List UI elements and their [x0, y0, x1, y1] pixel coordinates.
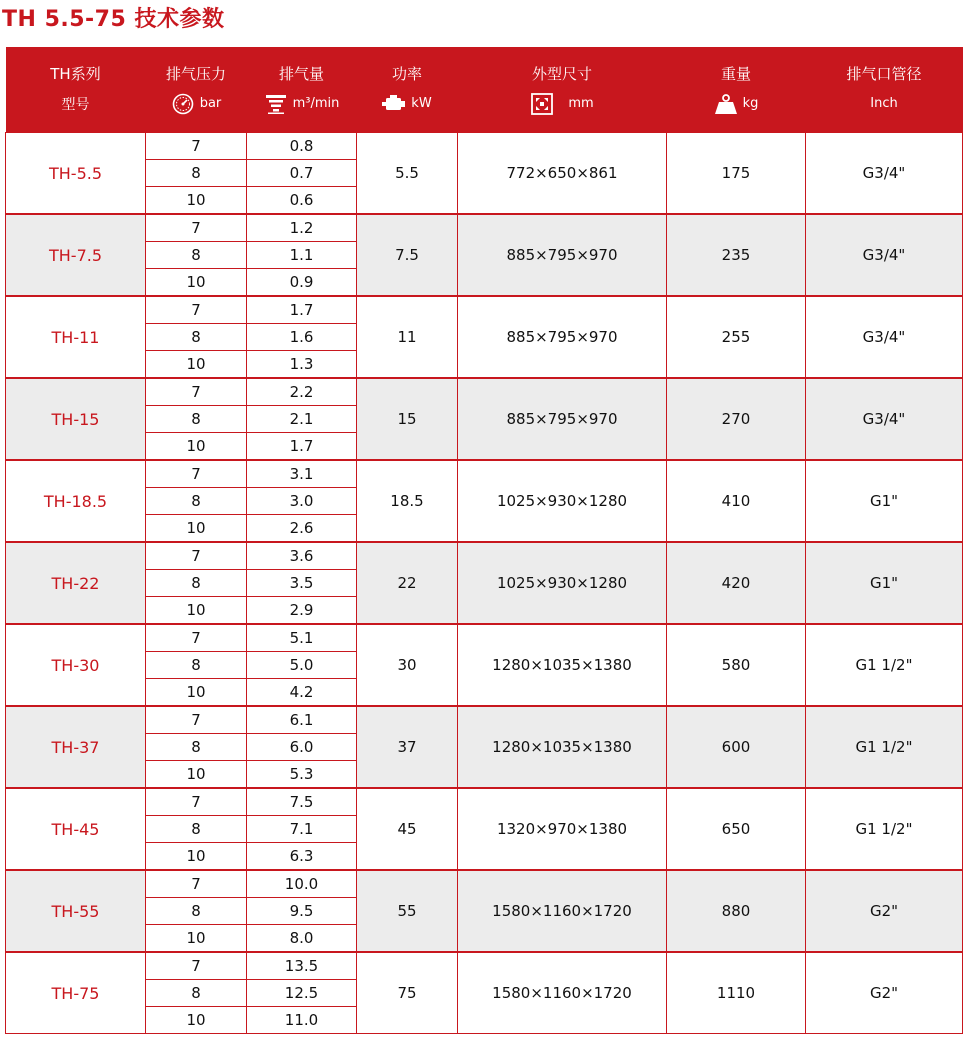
flow-cell: 1.3	[247, 351, 357, 379]
outlet-cell: G3/4"	[806, 378, 963, 460]
pressure-cell: 8	[146, 734, 247, 761]
flow-cell: 6.3	[247, 843, 357, 871]
weight-cell: 420	[667, 542, 806, 624]
pressure-cell: 10	[146, 1007, 247, 1034]
flow-cell: 5.1	[247, 624, 357, 652]
power-cell: 37	[357, 706, 458, 788]
flow-cell: 1.6	[247, 324, 357, 351]
motor-icon	[382, 93, 406, 115]
header-weight: 重量 kg	[667, 47, 806, 133]
gauge-icon	[171, 93, 195, 115]
model-cell: TH-5.5	[6, 133, 146, 215]
pressure-cell: 10	[146, 187, 247, 215]
pressure-cell: 10	[146, 515, 247, 543]
pressure-cell: 10	[146, 925, 247, 953]
pressure-cell: 7	[146, 133, 247, 160]
pressure-cell: 7	[146, 542, 247, 570]
model-cell: TH-37	[6, 706, 146, 788]
flow-cell: 1.2	[247, 214, 357, 242]
weight-cell: 1110	[667, 952, 806, 1034]
pressure-cell: 7	[146, 870, 247, 898]
model-cell: TH-75	[6, 952, 146, 1034]
dimensions-icon	[530, 93, 554, 115]
header-dimensions: 外型尺寸 mm	[458, 47, 667, 133]
flow-cell: 7.1	[247, 816, 357, 843]
flow-cell: 1.1	[247, 242, 357, 269]
weight-cell: 255	[667, 296, 806, 378]
page-title: TH 5.5-75 技术参数	[2, 7, 225, 32]
model-cell: TH-11	[6, 296, 146, 378]
flow-cell: 0.8	[247, 133, 357, 160]
spec-table	[5, 47, 963, 1034]
table-row	[6, 542, 963, 570]
pressure-cell: 7	[146, 952, 247, 980]
flow-cell: 1.7	[247, 433, 357, 461]
dimensions-cell: 1025×930×1280	[458, 542, 667, 624]
flow-cell: 0.7	[247, 160, 357, 187]
flow-cell: 3.1	[247, 460, 357, 488]
flow-icon	[264, 93, 288, 115]
flow-cell: 11.0	[247, 1007, 357, 1034]
weight-cell: 235	[667, 214, 806, 296]
dimensions-cell: 885×795×970	[458, 214, 667, 296]
outlet-cell: G1 1/2"	[806, 706, 963, 788]
flow-cell: 0.6	[247, 187, 357, 215]
flow-cell: 5.3	[247, 761, 357, 789]
header-outlet: 排气口管径 Inch	[806, 47, 963, 133]
flow-cell: 5.0	[247, 652, 357, 679]
table-row	[6, 460, 963, 488]
weight-cell: 650	[667, 788, 806, 870]
power-cell: 15	[357, 378, 458, 460]
pressure-cell: 10	[146, 679, 247, 707]
dimensions-cell: 885×795×970	[458, 378, 667, 460]
power-cell: 30	[357, 624, 458, 706]
pressure-cell: 8	[146, 652, 247, 679]
dimensions-cell: 1320×970×1380	[458, 788, 667, 870]
model-cell: TH-30	[6, 624, 146, 706]
table-row	[6, 952, 963, 980]
table-row	[6, 788, 963, 816]
outlet-cell: G1"	[806, 542, 963, 624]
dimensions-cell: 885×795×970	[458, 296, 667, 378]
pressure-cell: 8	[146, 570, 247, 597]
flow-cell: 6.1	[247, 706, 357, 734]
model-cell: TH-55	[6, 870, 146, 952]
weight-cell: 270	[667, 378, 806, 460]
flow-cell: 1.7	[247, 296, 357, 324]
flow-cell: 13.5	[247, 952, 357, 980]
outlet-cell: G2"	[806, 952, 963, 1034]
power-cell: 5.5	[357, 133, 458, 215]
pressure-cell: 7	[146, 624, 247, 652]
pressure-cell: 8	[146, 406, 247, 433]
outlet-cell: G1"	[806, 460, 963, 542]
header-flow: 排气量 m³/min	[247, 47, 357, 133]
flow-cell: 9.5	[247, 898, 357, 925]
table-row	[6, 870, 963, 898]
weight-icon	[714, 93, 738, 115]
dimensions-cell: 1580×1160×1720	[458, 952, 667, 1034]
flow-cell: 7.5	[247, 788, 357, 816]
pressure-cell: 10	[146, 351, 247, 379]
flow-cell: 8.0	[247, 925, 357, 953]
table-row	[6, 214, 963, 242]
pressure-cell: 8	[146, 160, 247, 187]
weight-cell: 880	[667, 870, 806, 952]
pressure-cell: 7	[146, 706, 247, 734]
power-cell: 55	[357, 870, 458, 952]
pressure-cell: 8	[146, 980, 247, 1007]
pressure-cell: 10	[146, 597, 247, 625]
weight-cell: 580	[667, 624, 806, 706]
power-cell: 22	[357, 542, 458, 624]
dimensions-cell: 1280×1035×1380	[458, 706, 667, 788]
pressure-cell: 7	[146, 788, 247, 816]
pressure-cell: 10	[146, 433, 247, 461]
model-cell: TH-15	[6, 378, 146, 460]
power-cell: 75	[357, 952, 458, 1034]
flow-cell: 6.0	[247, 734, 357, 761]
power-cell: 45	[357, 788, 458, 870]
pressure-cell: 10	[146, 843, 247, 871]
outlet-cell: G1 1/2"	[806, 624, 963, 706]
weight-cell: 600	[667, 706, 806, 788]
pressure-cell: 8	[146, 324, 247, 351]
table-row	[6, 624, 963, 652]
dimensions-cell: 772×650×861	[458, 133, 667, 215]
pressure-cell: 10	[146, 269, 247, 297]
table-row	[6, 296, 963, 324]
flow-cell: 2.9	[247, 597, 357, 625]
weight-cell: 410	[667, 460, 806, 542]
power-cell: 18.5	[357, 460, 458, 542]
flow-cell: 12.5	[247, 980, 357, 1007]
model-cell: TH-45	[6, 788, 146, 870]
model-cell: TH-18.5	[6, 460, 146, 542]
pressure-cell: 7	[146, 214, 247, 242]
flow-cell: 0.9	[247, 269, 357, 297]
header-model: TH系列 型号	[6, 47, 146, 133]
outlet-cell: G3/4"	[806, 296, 963, 378]
flow-cell: 3.6	[247, 542, 357, 570]
dimensions-cell: 1025×930×1280	[458, 460, 667, 542]
model-cell: TH-7.5	[6, 214, 146, 296]
pressure-cell: 8	[146, 898, 247, 925]
outlet-cell: G3/4"	[806, 214, 963, 296]
pressure-cell: 7	[146, 378, 247, 406]
pressure-cell: 8	[146, 488, 247, 515]
table-row	[6, 378, 963, 406]
power-cell: 7.5	[357, 214, 458, 296]
flow-cell: 2.1	[247, 406, 357, 433]
header-row	[6, 47, 963, 133]
weight-cell: 175	[667, 133, 806, 215]
table-row	[6, 133, 963, 160]
flow-cell: 3.0	[247, 488, 357, 515]
spec-table-body	[6, 133, 963, 1034]
outlet-cell: G3/4"	[806, 133, 963, 215]
dimensions-cell: 1580×1160×1720	[458, 870, 667, 952]
outlet-cell: G2"	[806, 870, 963, 952]
flow-cell: 2.6	[247, 515, 357, 543]
outlet-cell: G1 1/2"	[806, 788, 963, 870]
flow-cell: 4.2	[247, 679, 357, 707]
model-cell: TH-22	[6, 542, 146, 624]
pressure-cell: 7	[146, 296, 247, 324]
pressure-cell: 8	[146, 816, 247, 843]
header-pressure: 排气压力 bar	[146, 47, 247, 133]
pressure-cell: 10	[146, 761, 247, 789]
dimensions-cell: 1280×1035×1380	[458, 624, 667, 706]
pressure-cell: 8	[146, 242, 247, 269]
header-power: 功率 kW	[357, 47, 458, 133]
flow-cell: 2.2	[247, 378, 357, 406]
power-cell: 11	[357, 296, 458, 378]
flow-cell: 3.5	[247, 570, 357, 597]
flow-cell: 10.0	[247, 870, 357, 898]
table-row	[6, 706, 963, 734]
pressure-cell: 7	[146, 460, 247, 488]
